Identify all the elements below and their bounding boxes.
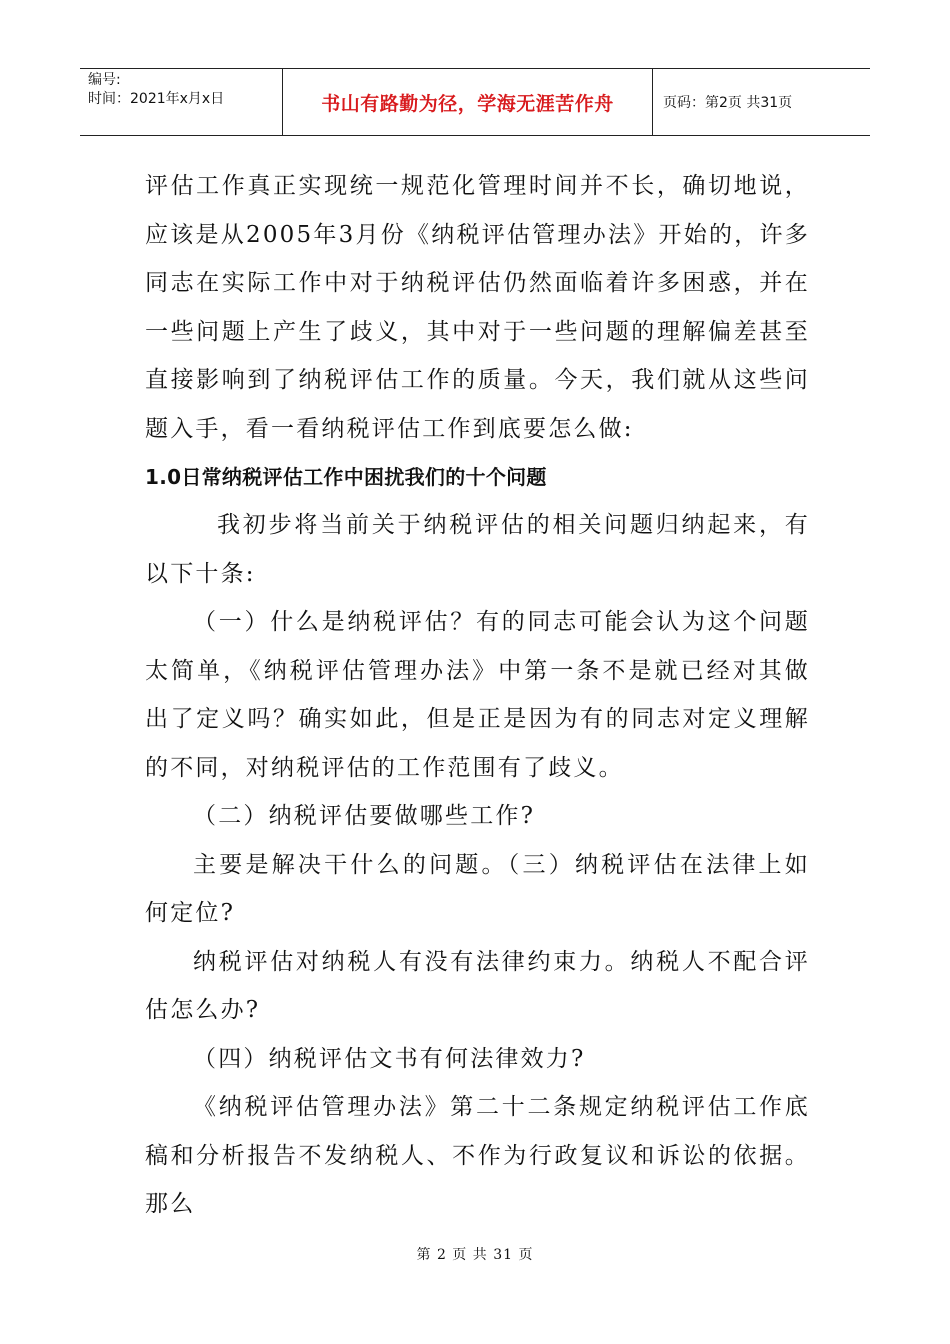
paragraph-question-4-detail: 《纳税评估管理办法》第二十二条规定纳税评估工作底稿和分析报告不发纳税人、不作为行政复议和诉讼的依据。那么 bbox=[145, 1094, 810, 1217]
document-number-label: 编号: bbox=[88, 72, 121, 88]
paragraph-question-1: （一）什么是纳税评估？有的同志可能会认为这个问题太简单，《纳税评估管理办法》中第一条不是就已经对其做出了定义吗？确实如此，但是正是因为有的同志对定义理解的不同，对纳税评估的工作范围有了歧义。 bbox=[145, 609, 810, 781]
page-footer: 第 2 页 共 31 页 bbox=[416, 1247, 534, 1263]
paragraph-question-3: 主要是解决干什么的问题。（三）纳税评估在法律上如何定位? bbox=[145, 851, 810, 926]
header-page-info: 页码：第2页 共31页 bbox=[663, 95, 793, 111]
section-heading: 1.0日常纳税评估工作中困扰我们的十个问题 bbox=[145, 465, 547, 489]
paragraph-question-4: （四）纳税评估文书有何法律效力? bbox=[193, 1045, 586, 1072]
paragraph-question-2: （二）纳税评估要做哪些工作? bbox=[193, 803, 536, 829]
header-motto: 书山有路勤为径，学海无涯苦作舟 bbox=[283, 69, 653, 135]
page-header bbox=[80, 68, 870, 136]
paragraph-intro: 评估工作真正实现统一规范化管理时间并不长，确切地说，应该是从2005年3月份《纳税评估管理办法》开始的，许多同志在实际工作中对于纳税评估仍然面临着许多困惑，并在一些问题上产生了歧义，其中对于一些问题的理解偏差甚至直接影响到了纳税评估工作的质量。今天，我们就从这些问题入手，看一看纳税评估工作到底要怎么做: bbox=[145, 173, 810, 442]
paragraph-question-3-detail: 纳税评估对纳税人有没有法律约束力。纳税人不配合评估怎么办? bbox=[145, 948, 810, 1023]
paragraph-summary: 我初步将当前关于纳税评估的相关问题归纳起来，有以下十条: bbox=[145, 512, 810, 587]
document-body bbox=[145, 162, 810, 1229]
header-meta bbox=[80, 69, 283, 135]
document-time: 时间：2021年x月x日 bbox=[88, 91, 225, 107]
